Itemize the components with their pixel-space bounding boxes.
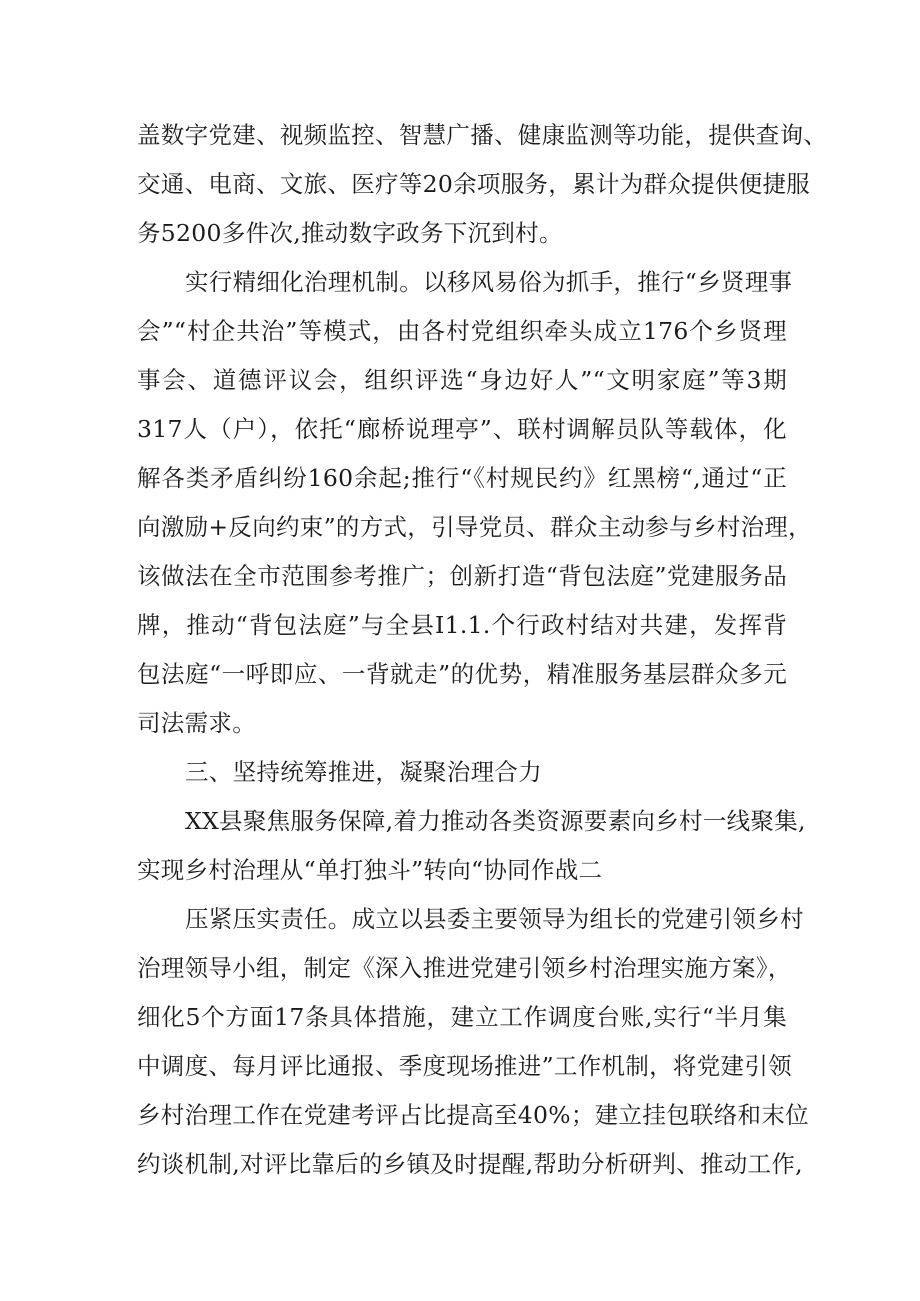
paragraph-2-line-6: 向激励+反向约束”的方式，引导党员、群众主动参与乡村治理，: [137, 513, 812, 541]
paragraph-1-line-2: 交通、电商、文旅、医疗等20余项服务，累计为群众提供便捷服: [137, 170, 811, 198]
paragraph-4-line-6: 约谈机制,对评比靠后的乡镇及时提醒,帮助分析研判、推动工作,: [137, 1150, 803, 1178]
paragraph-3-line-2: 实现乡村治理从“单打独斗”转向“协同作战二: [137, 856, 603, 884]
paragraph-2-line-1: 实行精细化治理机制。以移风易俗为抓手，推行“乡贤理事: [185, 268, 793, 296]
paragraph-2-line-8: 牌，推动“背包法庭”与全县I1.1.个行政村结对共建，发挥背: [137, 611, 787, 639]
paragraph-1-line-1: 盖数字党建、视频监控、智慧广播、健康监测等功能，提供查询、: [137, 121, 828, 149]
paragraph-4-line-4: 中调度、每月评比通报、季度现场推进”工作机制，将党建引领: [137, 1052, 792, 1080]
paragraph-4-line-5: 乡村治理工作在党建考评占比提高至40%；建立挂包联络和末位: [137, 1101, 809, 1129]
paragraph-4-line-3: 细化5个方面17条具体措施，建立工作调度台账,实行“半月集: [137, 1003, 787, 1031]
section-heading-3: 三、坚持统筹推进，凝聚治理合力: [185, 758, 542, 786]
paragraph-3-line-1: XX县聚焦服务保障,着力推动各类资源要素向乡村一线聚集,: [185, 807, 806, 835]
paragraph-2-line-4: 317人（户），依托“廊桥说理亭”、联村调解员队等载体，化: [137, 415, 787, 443]
paragraph-4-line-2: 治理领导小组，制定《深入推进党建引领乡村治理实施方案》，: [137, 954, 792, 982]
paragraph-2-line-3: 事会、道德评议会，组织评选“身边好人”“文明家庭”等3期: [137, 366, 787, 394]
paragraph-2-line-10: 司法需求。: [137, 709, 256, 737]
paragraph-2-line-9: 包法庭“一呼即应、一背就走”的优势，精准服务基层群众多元: [137, 660, 787, 688]
paragraph-2-line-5: 解各类矛盾纠纷160余起;推行“《村规民约》红黑榜“,通过“正: [137, 464, 787, 492]
paragraph-2-line-7: 该做法在全市范围参考推广；创新打造“背包法庭”党建服务品: [137, 562, 787, 590]
paragraph-2-line-2: 会”“村企共治”等模式，由各村党组织牵头成立176个乡贤理: [137, 317, 787, 345]
paragraph-4-line-1: 压紧压实责任。成立以县委主要领导为组长的党建引领乡村: [185, 905, 804, 933]
paragraph-1-line-3: 务5200多件次,推动数字政务下沉到村。: [137, 219, 563, 247]
